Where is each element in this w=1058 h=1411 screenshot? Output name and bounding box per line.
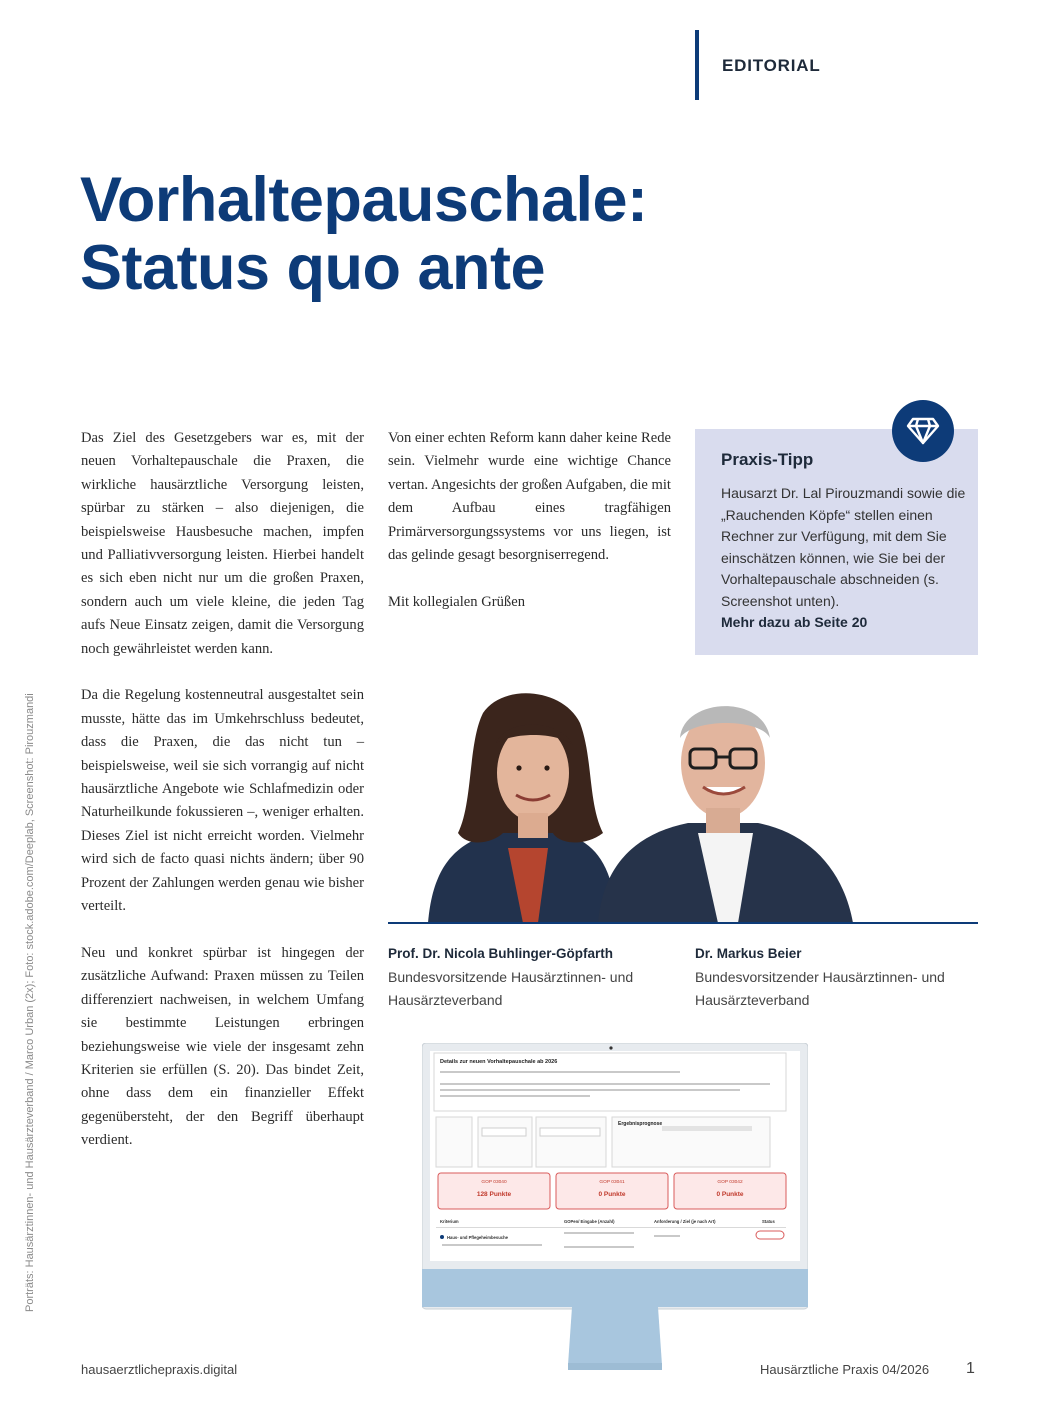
calculator-screenshot [422,1043,808,1373]
screenshot-row-label: Haus- und Pflegeheimbesuche [447,1235,508,1240]
screenshot-table-header: Kriterium [440,1219,459,1224]
page-title [80,166,648,302]
title-line-1: Vorhaltepauschale: [80,165,648,235]
caption-role-1: Bundesvorsitzende Hausärztinnen- und Hausärzteverband [388,969,634,1008]
screenshot-table-header: Anforderung / Ziel (je nach Art) [654,1219,716,1224]
caption-name-2: Dr. Markus Beier [695,946,802,961]
tip-more-link[interactable]: Mehr dazu ab Seite 20 [721,614,868,630]
portrait-divider [388,922,978,924]
paragraph: Von einer echten Reform kann daher keine Rede sein. Vielmehr wurde eine wichtige Chance vertan. Angesichts der großen Aufgaben, die mit dem Aufbau eines tragfähigen Primärversorgungssystems vor uns liegen, ist das gelinde gesagt besorgniserregend. [388,430,671,564]
result-card [674,1173,786,1209]
portrait-woman [428,693,618,923]
screenshot-heading: Details zur neuen Vorhaltepauschale ab 2026 [440,1059,558,1065]
svg-text:GOP 03040: GOP 03040 [481,1180,507,1185]
screenshot-table-header: GOPen/ Eingabe (Anzahl) [564,1219,615,1224]
tip-body: Hausarzt Dr. Lal Pirouzmandi sowie die „Rauchenden Köpfe“ stellen einen Rechner zur Verfügung, mit dem Sie einschätzen können, wie Sie bei der Vorhaltepauschale abschneiden (s. Screenshot unten). [721,485,966,609]
screenshot-table-header: Status [762,1219,775,1224]
section-bar [695,30,699,100]
screenshot-results-title: Ergebnisprognose [618,1121,663,1127]
title-line-2: Status quo ante [80,233,546,303]
footer-website[interactable]: hausaerztlichepraxis.digital [81,1362,238,1377]
tip-title: Praxis-Tipp [721,450,814,469]
article-column-2 [388,427,671,638]
portrait-photo [388,683,978,923]
svg-text:0 Punkte: 0 Punkte [598,1191,626,1198]
footer-issue: Hausärztliche Praxis 04/2026 [760,1362,930,1377]
result-card [556,1173,668,1209]
diamond-icon [892,400,954,462]
svg-text:GOP 03042: GOP 03042 [717,1180,743,1185]
caption-name-1: Prof. Dr. Nicola Buhlinger-Göpfarth [388,946,614,961]
section-label: EDITORIAL [722,56,821,75]
paragraph: Da die Regelung kostenneutral ausgestaltet sein musste, hätte das im Umkehrschluss bedeutet, dass die Praxen, die das nicht tun – beispielsweise, weil sie sich vorrangig auf nicht hausärztliche Angebote wie Schlafmedizin oder Naturheilkunde fokussieren –, weniger erhalten. Dieses Ziel ist nicht erreicht worden. Vielmehr wird sich de facto quasi nichts ändern; über 90 Prozent der Zahlungen werden genau wie bisher verteilt. [81,687,364,915]
svg-text:GOP 03041: GOP 03041 [599,1180,625,1185]
article-column-1 [81,427,364,1176]
photo-credit: Porträts: Hausärztinnen- und Hausärzteverband / Marco Urban (2x); Foto: stock.adobe.com/Deeplab, Screenshot: Pirouzmandi [24,693,36,1312]
paragraph: Neu und konkret spürbar ist hingegen der zusätzliche Aufwand: Praxen müssen zu Teilen differenziert nachweisen, in welchem Umfang sie bestimmte Leistungen erbringen beziehungsweise wie viele der insgesamt zehn Kriterien sie erfüllen (S. 20). Das bindet Zeit, ohne dass dem ein finanzieller Effekt gegenübersteht, der den Begriff überhaupt verdient. [81,944,364,1149]
closing: Mit kollegialen Grüßen [388,593,525,610]
svg-text:0 Punkte: 0 Punkte [716,1191,744,1198]
page-number: 1 [966,1360,975,1377]
tip-text [721,483,966,634]
svg-text:128 Punkte: 128 Punkte [476,1191,512,1198]
result-card [438,1173,550,1209]
paragraph: Das Ziel des Gesetzgebers war es, mit der neuen Vorhaltepauschale die Praxen, die wirkliche hausärztliche Versorgung leisten, spürbar zu stärken – also diejenigen, die beispielsweise Hausbesuche machen, impfen und Palliativversorgung leisten. Hierbei handelt es sich eben nicht nur um die großen Praxen, sondern auch um viele kleine, die jeden Tag aufs Neue Einsatz zeigen, damit die Versorgung noch gewährleistet werden kann. [81,430,364,657]
caption-role-2: Bundesvorsitzender Hausärztinnen- und Hausärzteverband [695,969,945,1008]
portrait-man [598,706,853,923]
